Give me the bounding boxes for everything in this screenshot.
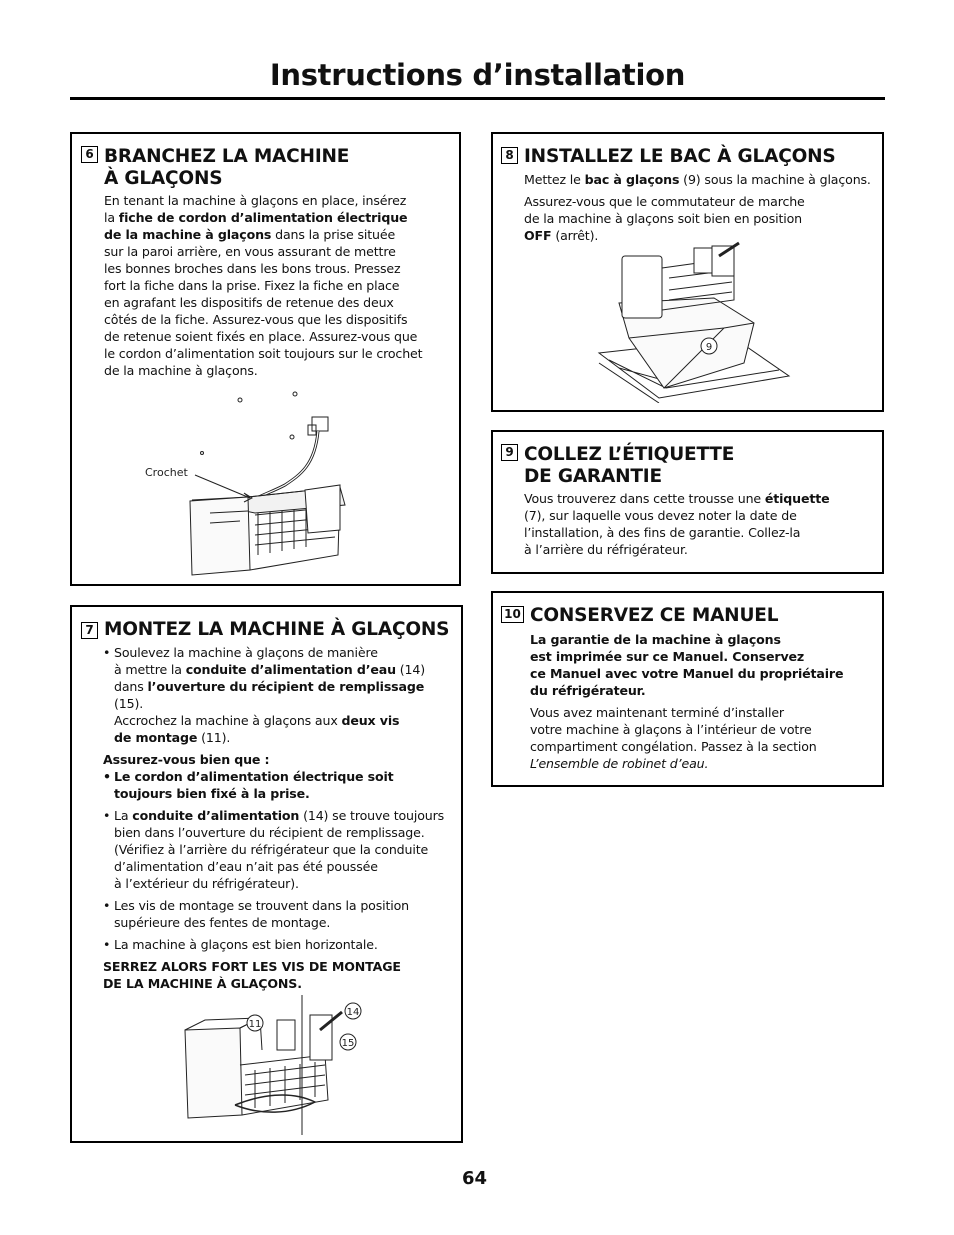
section-10-text: La garantie de la machine à glaçons est imprimée sur ce Manuel. Conservez ce Manuel avec votre Manuel du propriétaire du réfrigérateur. Vous avez maintenant terminé d’installer votre machine à glaçons à l’intérieur de votre compartiment congélation. Passez à la section L’ensemble de robinet d’eau. (530, 632, 844, 771)
section-9-title: COLLEZ L’ÉTIQUETTE DE GARANTIE (524, 444, 735, 487)
section-10-title: CONSERVEZ CE MANUEL (530, 605, 779, 626)
step-number-6: 6 (81, 146, 98, 163)
step-number-9: 9 (501, 444, 518, 461)
step-number-8: 8 (501, 147, 518, 164)
callout-15 (340, 1034, 356, 1050)
title-rule (70, 97, 885, 100)
icemaker-power-cord-illustration (140, 385, 360, 580)
svg-text:11: 11 (248, 1019, 262, 1030)
step-number-7: 7 (81, 622, 98, 639)
ice-bin-illustration (594, 238, 794, 403)
page-number: 64 (462, 1168, 488, 1189)
section-8-text: Mettez le bac à glaçons (9) sous la machine à glaçons. Assurez-vous que le commutateur de marche de la machine à glaçons soit bien en position OFF (arrêt). (524, 172, 871, 243)
section-9-text: Vous trouverez dans cette trousse une étiquette (7), sur laquelle vous devez noter la date de l’installation, à des fins de garantie. Collez-la à l’arrière du réfrigérateur. (524, 491, 830, 557)
callout-9 (701, 338, 717, 354)
page-title: Instructions d’installation (269, 58, 686, 92)
step-number-10: 10 (501, 606, 524, 623)
callout-11 (247, 1015, 263, 1031)
section-6-text: En tenant la machine à glaçons en place, insérez la fiche de cordon d’alimentation électrique de la machine à glaçons dans la prise située sur la paroi arrière, en vous assurant de mettre les bonnes broches dans les bons trous. Pressez fort la fiche dans la prise. Fixez la fiche en place en agrafant les dispositifs de retenue des deux côtés de la fiche. Assurez-vous que les dispositifs de retenue soient fixés en place. Assurez-vous que le cordon d’alimentation soit toujours sur le crochet de la machine à glaçons. (104, 193, 423, 378)
icemaker-mounting-illustration (180, 990, 380, 1135)
crochet-label: Crochet (145, 466, 188, 479)
svg-text:14: 14 (346, 1007, 360, 1018)
svg-text:9: 9 (705, 342, 713, 353)
section-8-title: INSTALLEZ LE BAC À GLAÇONS (524, 146, 836, 167)
section-7-text: • Soulevez la machine à glaçons de manière à mettre la conduite d’alimentation d’eau (14) dans l’ouverture du récipient de remplissage (15). Accrochez la machine à glaçons aux deux vis de montage (11). Assurez-vous bien que : • Le cordon d’alimentation électrique soit toujours bien fixé à la prise. • La conduite d’alimentation (14) se trouve toujours bien dans l’ouverture du récipient de remplissage. (Vérifiez à l’arrière du réfrigérateur que la conduite d’alimentation d’eau n’ait pas été poussée à l’extérieur du réfrigérateur). • Les vis de montage se trouvent dans la position supérieure des fentes de montage. • La machine à glaçons est bien horizontale. SERREZ ALORS FORT LES VIS DE MONTAGE DE LA MACHINE À GLAÇONS. (103, 644, 455, 992)
section-7-title: MONTEZ LA MACHINE À GLAÇONS (104, 619, 450, 640)
callout-14 (345, 1003, 361, 1019)
svg-text:15: 15 (341, 1038, 355, 1049)
section-6-title: BRANCHEZ LA MACHINE À GLAÇONS (104, 146, 350, 189)
